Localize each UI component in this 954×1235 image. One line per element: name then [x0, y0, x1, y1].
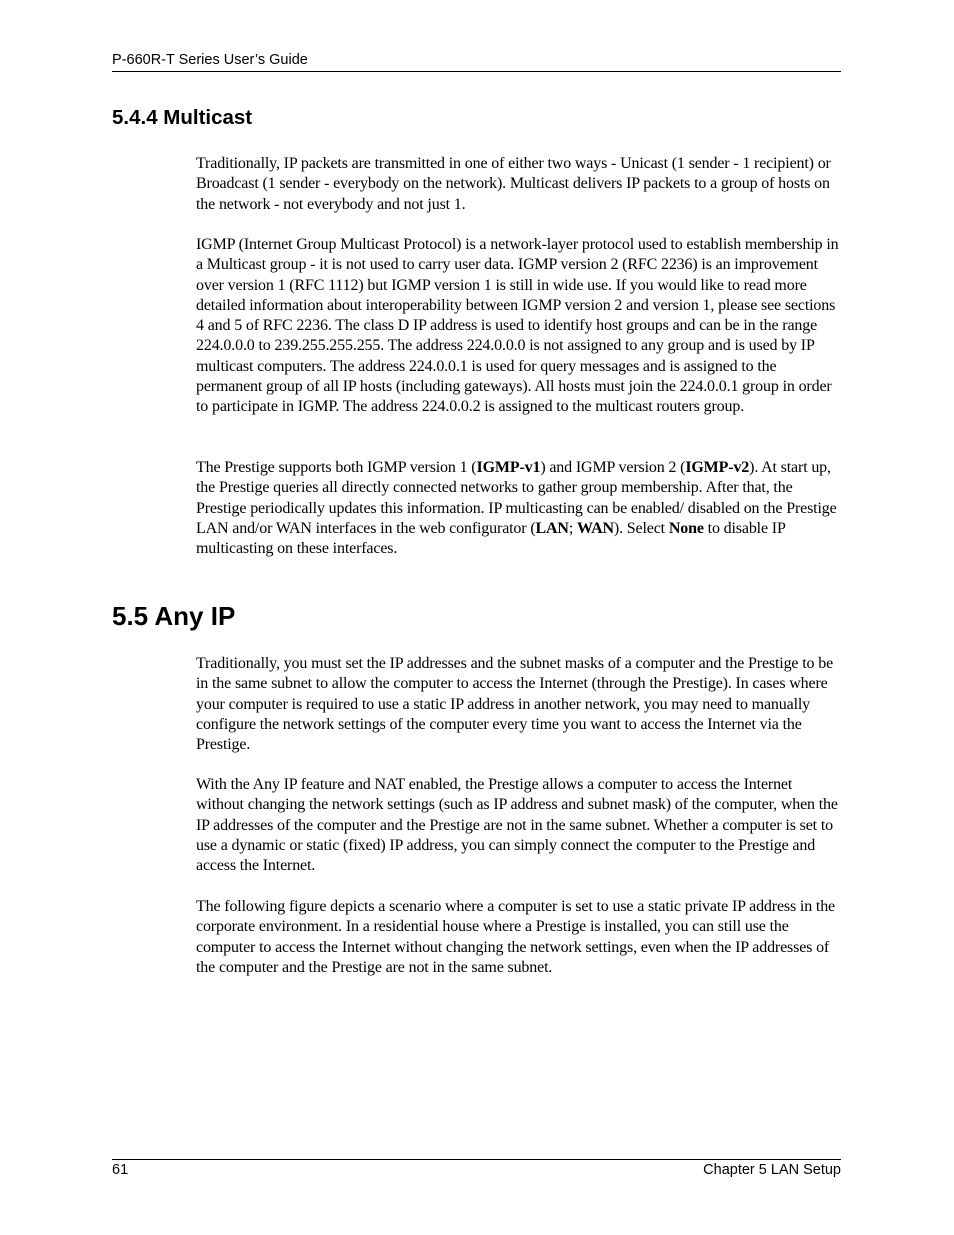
- p3-bold-igmp-v2: IGMP-v2: [685, 459, 750, 476]
- p3-text-5: ). Select: [613, 519, 669, 537]
- multicast-paragraph-3: [196, 458, 842, 559]
- chapter-title: Chapter 5 LAN Setup: [703, 1162, 841, 1178]
- p3-bold-none: None: [668, 519, 704, 537]
- p3-text-4: ;: [568, 519, 577, 537]
- any-ip-paragraph-2: With the Any IP feature and NAT enabled, the Prestige allows a computer to access the Internet without changing the network settings (such as IP address and subnet mask) of the computer, when the IP addresses of the computer and the Prestige are not in the same subnet. Whether a computer is set to use a dynamic or static (fixed) IP address, you can simply connect the computer to the Prestige and access the Internet.: [196, 776, 838, 875]
- p3-text-6: to disable IP multicasting on these interfaces.: [196, 519, 786, 558]
- header-rule: [112, 71, 841, 72]
- any-ip-paragraph-1: Traditionally, you must set the IP addresses and the subnet masks of a computer and the Prestige to be in the same subnet to allow the computer to access the Internet (through the Prestige). In cases where your computer is required to use a static IP address in another network, you may need to manually configure the network settings of the computer every time you want to access the Internet via the Prestige.: [196, 655, 834, 754]
- p3-bold-igmp-v1: IGMP-v1: [476, 459, 541, 476]
- multicast-paragraph-1: Traditionally, IP packets are transmitted in one of either two ways - Unicast (1 sender - 1 recipient) or Broadcast (1 sender - everybody on the network). Multicast delivers IP packets to a group of hosts on the network - not everybody and not just 1.: [196, 155, 831, 213]
- p3-text-1: The Prestige supports both IGMP version 1 (: [196, 459, 477, 476]
- any-ip-paragraph-3: The following figure depicts a scenario where a computer is set to use a static private IP address in the corporate environment. In a residential house where a Prestige is installed, you can still use the computer to access the Internet without changing the network settings, even when the IP addresses of the computer and the Prestige are not in the same subnet.: [196, 898, 836, 976]
- footer-rule: [112, 1159, 841, 1160]
- multicast-paragraph-2: IGMP (Internet Group Multicast Protocol) is a network-layer protocol used to establish membership in a Multicast group - it is not used to carry user data. IGMP version 2 (RFC 2236) is an improvement over version 1 (RFC 1112) but IGMP version 1 is still in wide use. If you would like to read more detailed information about interoperability between IGMP version 2 and version 1, please see sections 4 and 5 of RFC 2236. The class D IP address is used to identify host groups and can be in the range 224.0.0.0 to 239.255.255.255. The address 224.0.0.0 is not assigned to any group and is used by IP multicast computers. The address 224.0.0.1 is used for query messages and is assigned to the permanent group of all IP hosts (including gateways). All hosts must join the 224.0.0.1 group in order to participate in IGMP. The address 224.0.0.2 is assigned to the multicast routers group.: [196, 236, 839, 416]
- section-heading-multicast: 5.4.4 Multicast: [112, 106, 253, 129]
- section-heading-any-ip: 5.5 Any IP: [112, 601, 236, 631]
- p3-bold-lan: LAN: [535, 519, 569, 537]
- running-header-title: P-660R-T Series User’s Guide: [112, 52, 308, 68]
- p3-text-3: ). At start up, the Prestige queries all directly connected networks to gather group membership. After that, the Prestige periodically updates this information. IP multicasting can be enabled/ disabled on the Prestige LAN and/or WAN interfaces in the web configurator (: [196, 459, 837, 537]
- p3-text-2: ) and IGMP version 2 (: [540, 459, 686, 476]
- page-number: 61: [112, 1162, 129, 1178]
- p3-bold-wan: WAN: [577, 519, 614, 537]
